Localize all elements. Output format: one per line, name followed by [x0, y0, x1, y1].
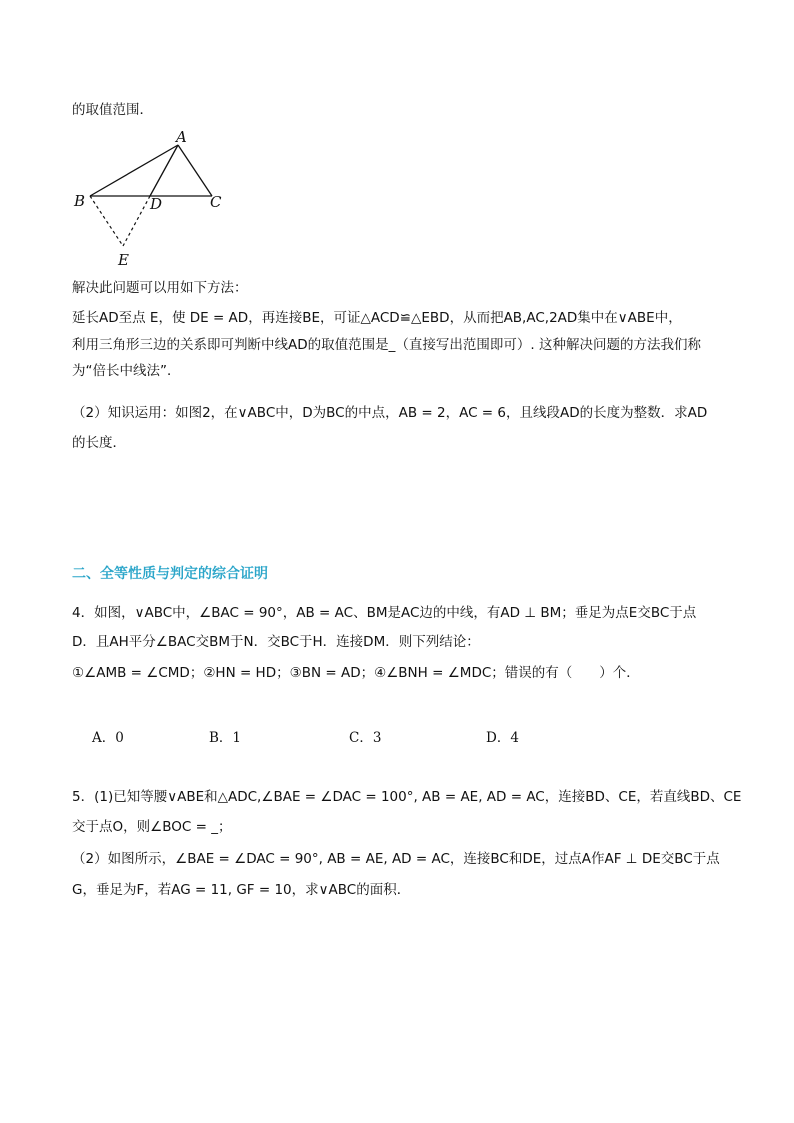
problem3-method-line2: 利用三角形三边的关系即可判断中线AD的取值范围是_（直接写出范围即可）. 这种解决问题的方法我们称 — [72, 337, 701, 353]
label-C: C — [210, 193, 222, 211]
segment-AC — [178, 145, 212, 196]
option-b: B．1 — [209, 730, 242, 746]
problem3-method-line3: 为“倍长中线法”． — [72, 363, 181, 379]
problem4-line3: ①∠AMB = ∠CMD；②HN = HD；③BN = AD；④∠BNH = ∠MDC；错误的有（ ）个． — [72, 665, 640, 681]
problem5-line1: 5．(1)已知等腰∨ABE和△ADC,∠BAE = ∠DAC = 100°, AB = AE, AD = AC，连接BD、CE，若直线BD、CE — [72, 789, 742, 805]
problem4-line1: 4．如图，∨ABC中，∠BAC = 90°，AB = AC、BM是AC边的中线，有AD ⊥ BM；垂足为点E交BC于点 — [72, 605, 697, 621]
problem3-part2-line2: 的长度． — [72, 435, 126, 451]
triangle-figure — [60, 128, 240, 273]
option-a: A．0 — [92, 730, 124, 746]
problem3-method-line1: 延长AD至点 E，使 DE = AD，再连接BE，可证△ACD≌△EBD，从而把AB,AC,2AD集中在∨ABE中， — [72, 310, 682, 326]
segment-AB — [90, 145, 178, 196]
label-E: E — [118, 251, 129, 269]
problem3-line-top: 的取值范围． — [72, 102, 153, 118]
option-d: D．4 — [486, 730, 519, 746]
segment-BE-dashed — [90, 196, 123, 246]
problem5-line4: G，垂足为F，若AG = 11, GF = 10，求∨ABC的面积． — [72, 882, 411, 898]
problem3-method-title: 解决此问题可以用如下方法： — [72, 280, 248, 296]
segment-DE-dashed — [123, 196, 150, 246]
option-c: C．3 — [349, 730, 382, 746]
label-B: B — [74, 192, 86, 210]
problem5-line2: 交于点O，则∠BOC = _； — [72, 819, 232, 835]
problem4-line2: D．且AH平分∠BAC交BM于N．交BC于H．连接DM．则下列结论： — [72, 634, 480, 650]
section-heading: 二、全等性质与判定的综合证明 — [72, 566, 268, 582]
label-D: D — [150, 195, 163, 213]
problem5-line3: （2）如图所示，∠BAE = ∠DAC = 90°, AB = AE, AD = AC，连接BC和DE，过点A作AF ⊥ DE交BC于点 — [72, 851, 720, 867]
label-A: A — [176, 128, 187, 146]
problem3-part2-line1: （2）知识运用：如图2，在∨ABC中，D为BC的中点，AB = 2，AC = 6，且线段AD的长度为整数．求AD — [72, 405, 708, 421]
